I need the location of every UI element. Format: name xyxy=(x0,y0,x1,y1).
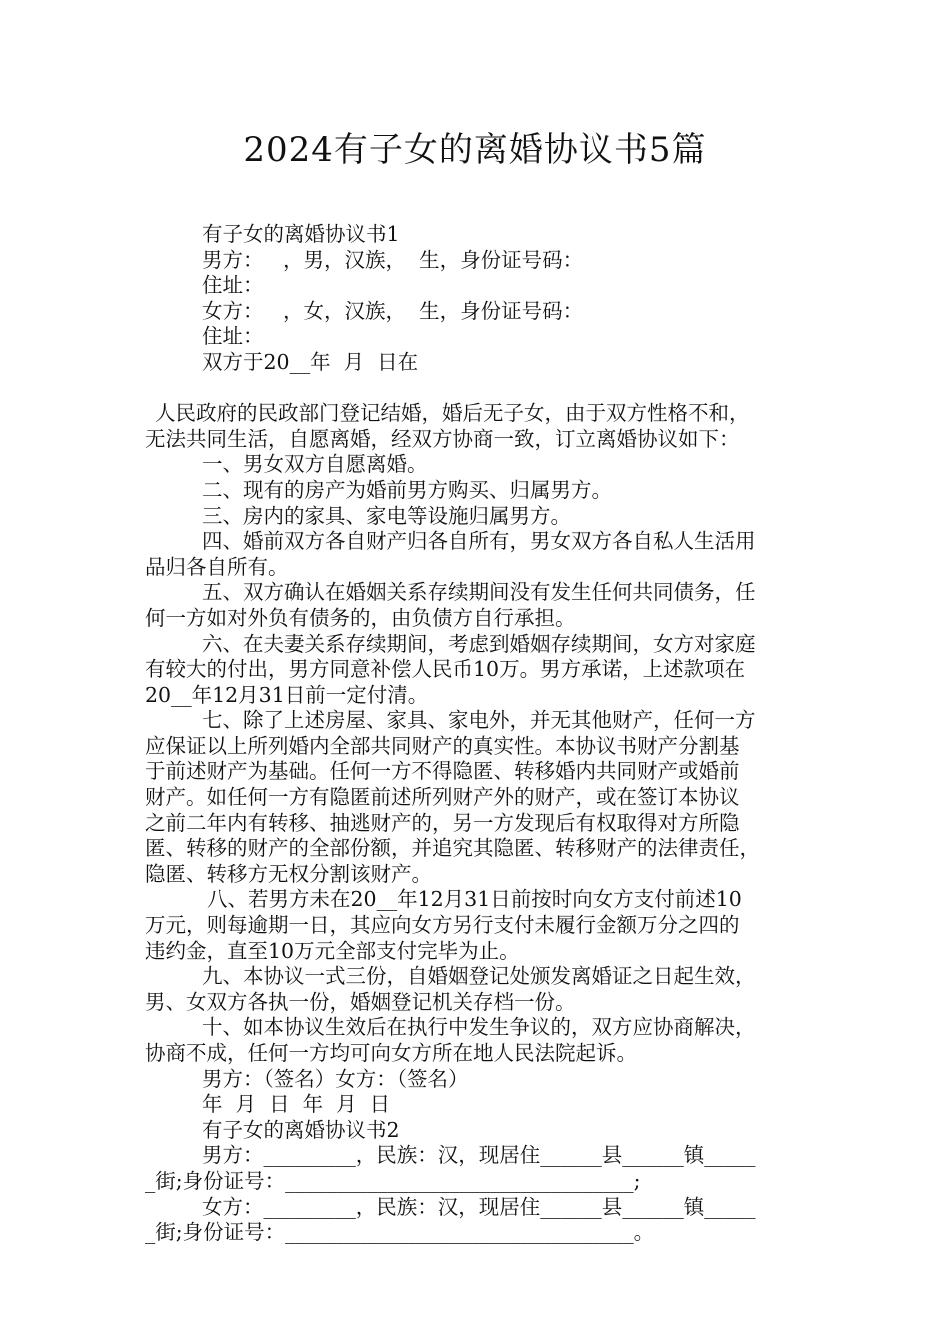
text-line: 万元，则每逾期一日，其应向女方另行支付未履行金额万分之四的 xyxy=(145,913,740,938)
text-line: 品归各自所有。 xyxy=(145,554,289,579)
clause-line: 八、若男方未在20__年12月31日前按时向女方支付前述10 xyxy=(207,887,742,912)
text-line: _街;身份证号：__________________________________。 xyxy=(145,1220,655,1245)
section-heading: 有子女的离婚协议书1 xyxy=(202,222,400,246)
signature-line: 男方：（签名）女方：（签名） xyxy=(202,1066,469,1091)
clause-line: 一、男女双方自愿离婚。 xyxy=(202,452,428,477)
text-line: 协商不成，任何一方均可向女方所在地人民法院起诉。 xyxy=(145,1041,637,1065)
text-line: _街;身份证号：__________________________________; xyxy=(145,1168,641,1193)
clause-line: 七、除了上述房屋、家具、家电外，并无其他财产，任何一方 xyxy=(202,708,756,733)
document-title: 2024有子女的离婚协议书5篇 xyxy=(243,130,707,170)
text-line: 财产。如任何一方有隐匿前述所列财产外的财产，或在签订本协议 xyxy=(145,785,740,810)
text-line: 男、女双方各执一份，婚姻登记机关存档一份。 xyxy=(145,989,576,1014)
date-line: 年 月 日 年 月 日 xyxy=(202,1092,391,1117)
section-heading: 有子女的离婚协议书2 xyxy=(202,1117,400,1142)
text-line: 住址： xyxy=(202,273,264,298)
clause-line: 四、婚前双方各自财产归各自所有，男女双方各自私人生活用 xyxy=(202,529,756,554)
text-line: 无法共同生活，自愿离婚，经双方协商一致，订立离婚协议如下： xyxy=(145,426,740,451)
clause-line: 十、如本协议生效后在执行中发生争议的，双方应协商解决， xyxy=(202,1015,756,1040)
text-line: 应保证以上所列婚内全部共同财产的真实性。本协议书财产分割基 xyxy=(145,733,740,758)
clause-line: 五、双方确认在婚姻关系存续期间没有发生任何共同债务，任 xyxy=(202,580,756,605)
blank-line xyxy=(145,376,810,402)
text-line: 人民政府的民政部门登记结婚，婚后无子女，由于双方性格不和， xyxy=(155,401,750,426)
clause-line: 九、本协议一式三份，自婚姻登记处颁发离婚证之日起生效， xyxy=(202,964,756,989)
document-body xyxy=(145,222,810,1246)
text-line: 男方： ，男，汉族， 生，身份证号码： xyxy=(202,247,584,272)
clause-line: 二、现有的房产为婚前男方购买、归属男方。 xyxy=(202,477,612,502)
text-line: 女方：_________，民族：汉，现居住______县______镇_____ xyxy=(202,1194,756,1219)
text-line: 有较大的付出，男方同意补偿人民币10万。男方承诺，上述款项在 xyxy=(145,657,746,682)
clause-line: 三、房内的家具、家电等设施归属男方。 xyxy=(202,503,571,528)
text-line: 男方：_________，民族：汉，现居住______县______镇_____ xyxy=(202,1143,756,1168)
text-line: 匿、转移的财产的全部份额，并追究其隐匿、转移财产的法律责任， xyxy=(145,836,760,861)
text-line: 20__年12月31日前一定付清。 xyxy=(145,682,429,707)
text-line: 住址： xyxy=(202,324,264,349)
text-line: 于前述财产为基础。任何一方不得隐匿、转移婚内共同财产或婚前 xyxy=(145,759,740,784)
text-line: 隐匿、转移方无权分割该财产。 xyxy=(145,861,432,886)
text-line: 之前二年内有转移、抽逃财产的，另一方发现后有权取得对方所隐 xyxy=(145,810,740,835)
text-line: 双方于20__年 月 日在 xyxy=(202,349,419,374)
text-line: 何一方如对外负有债务的，由负债方自行承担。 xyxy=(145,605,576,630)
clause-line: 六、在夫妻关系存续期间，考虑到婚姻存续期间，女方对家庭 xyxy=(202,631,756,656)
text-line: 女方： ，女，汉族， 生，身份证号码： xyxy=(202,298,584,323)
text-line: 违约金，直至10万元全部支付完毕为止。 xyxy=(145,938,520,963)
